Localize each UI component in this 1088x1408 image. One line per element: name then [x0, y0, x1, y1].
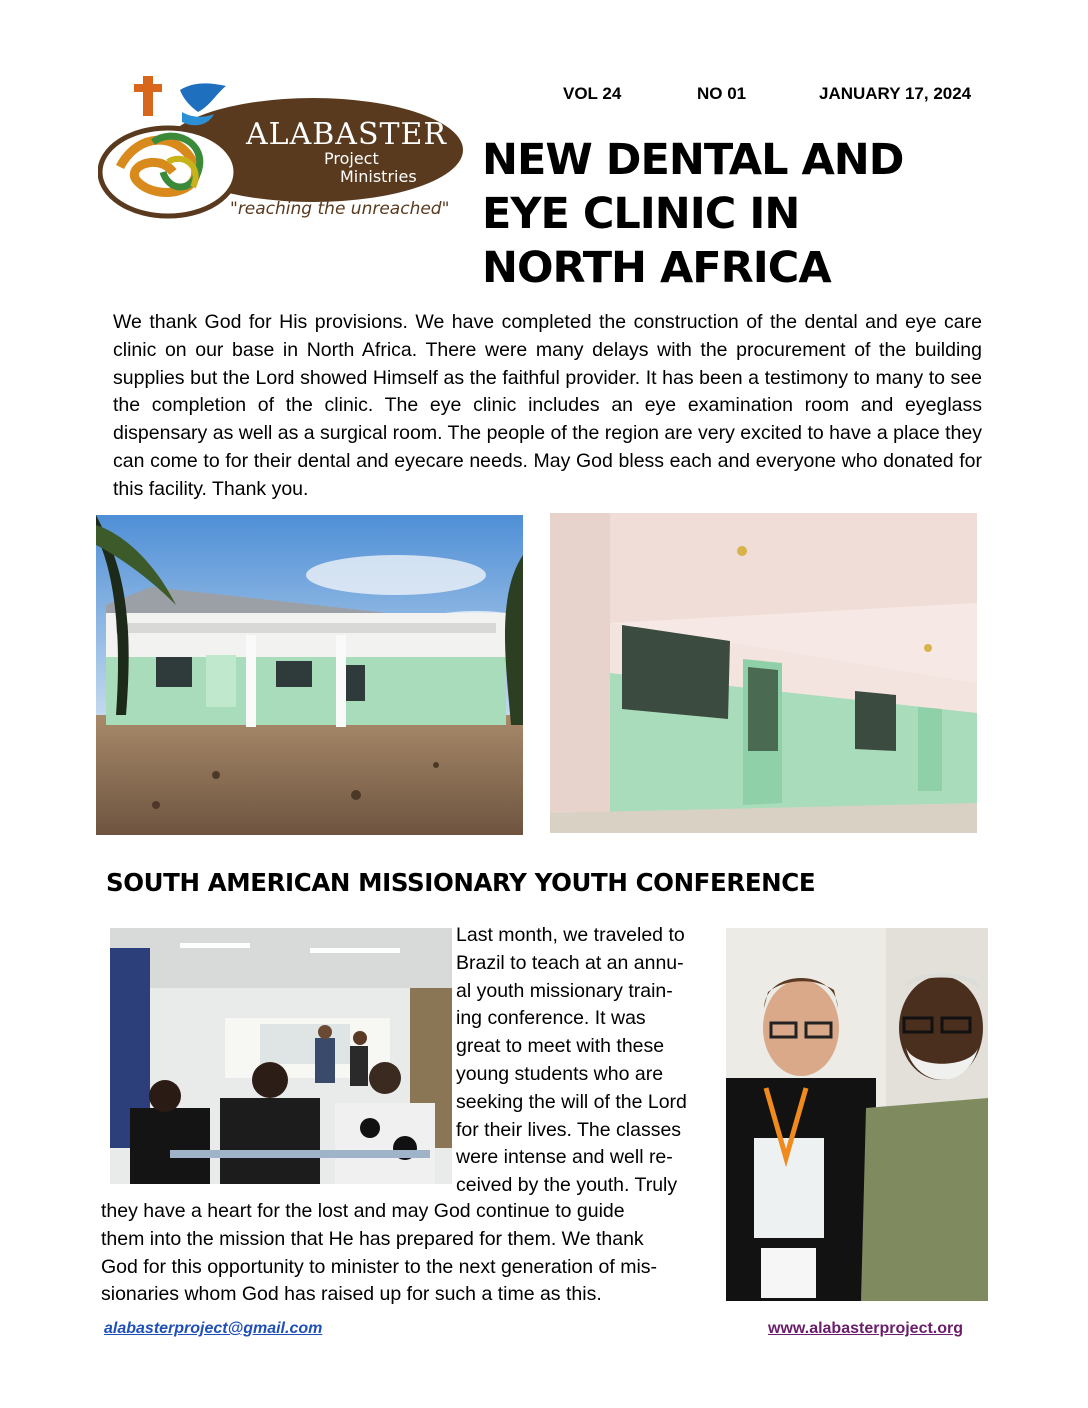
alabaster-logo — [98, 72, 468, 220]
story-line: ing conference. It was — [456, 1007, 646, 1030]
story-line: sionaries whom God has raised up for such a time as this. — [101, 1283, 602, 1306]
story-line: for their lives. The classes — [456, 1118, 682, 1141]
story-line: great to meet with these — [456, 1035, 665, 1058]
story-line: God for this opportunity to minister to the next generation of mis- — [101, 1255, 658, 1278]
section-title: SOUTH AMERICAN MISSIONARY YOUTH CONFERENCE — [106, 868, 816, 897]
contact-email-link[interactable]: alabasterproject@gmail.com — [104, 1320, 323, 1337]
logo-line-ministries: Ministries — [340, 167, 417, 186]
logo-name: ALABASTER — [246, 117, 448, 152]
clinic-corridor-photo — [550, 513, 977, 833]
missionaries-portrait-photo — [726, 928, 988, 1301]
logo-tagline: "reaching the unreached" — [230, 199, 450, 219]
story-line: young students who are — [456, 1062, 664, 1085]
youth-story-continued-text — [101, 1198, 711, 1309]
story-line: they have a heart for the lost and may God continue to guide — [101, 1200, 625, 1222]
story-line: seeking the will of the Lord — [456, 1090, 687, 1113]
issue-date: JANUARY 17, 2024 — [819, 84, 972, 103]
website-link[interactable]: www.alabasterproject.org — [768, 1320, 964, 1337]
volume-label: VOL 24 — [563, 84, 622, 103]
youth-story-side-text — [456, 922, 711, 1200]
story-line: them into the mission that He has prepared for them. We thank — [101, 1227, 644, 1250]
clinic-article-body: We thank God for His provisions. We have completed the construction of the dental and eye care clinic on our base in North Africa. There were many delays with the procurement of the building supplies but the Lord showed Himself as the faithful provider. It has been a testimony to many to see the completion of the clinic. The eye clinic includes an eye examination room and eyeglass dispensary as well as a surgical room. The people of the region are very excited to have a place they can come to for their dental and eyecare needs. May God bless each and everyone who donated for this facility. Thank you. — [113, 311, 982, 500]
logo-line-project: Project — [324, 149, 379, 168]
story-line: Last month, we traveled to — [456, 924, 685, 946]
headline-line: EYE CLINIC IN — [482, 189, 800, 239]
headline-line: NORTH AFRICA — [482, 243, 831, 293]
clinic-building-photo — [96, 515, 523, 835]
story-line: were intense and well re- — [456, 1146, 673, 1169]
main-headline — [482, 133, 1042, 295]
story-line: Brazil to teach at an annu- — [456, 951, 684, 974]
story-line: ceived by the youth. Truly — [456, 1174, 678, 1197]
story-line: al youth missionary train- — [456, 979, 673, 1002]
issue-number: NO 01 — [697, 84, 747, 103]
youth-classroom-photo — [110, 928, 452, 1184]
headline-line: NEW DENTAL AND — [482, 135, 904, 185]
